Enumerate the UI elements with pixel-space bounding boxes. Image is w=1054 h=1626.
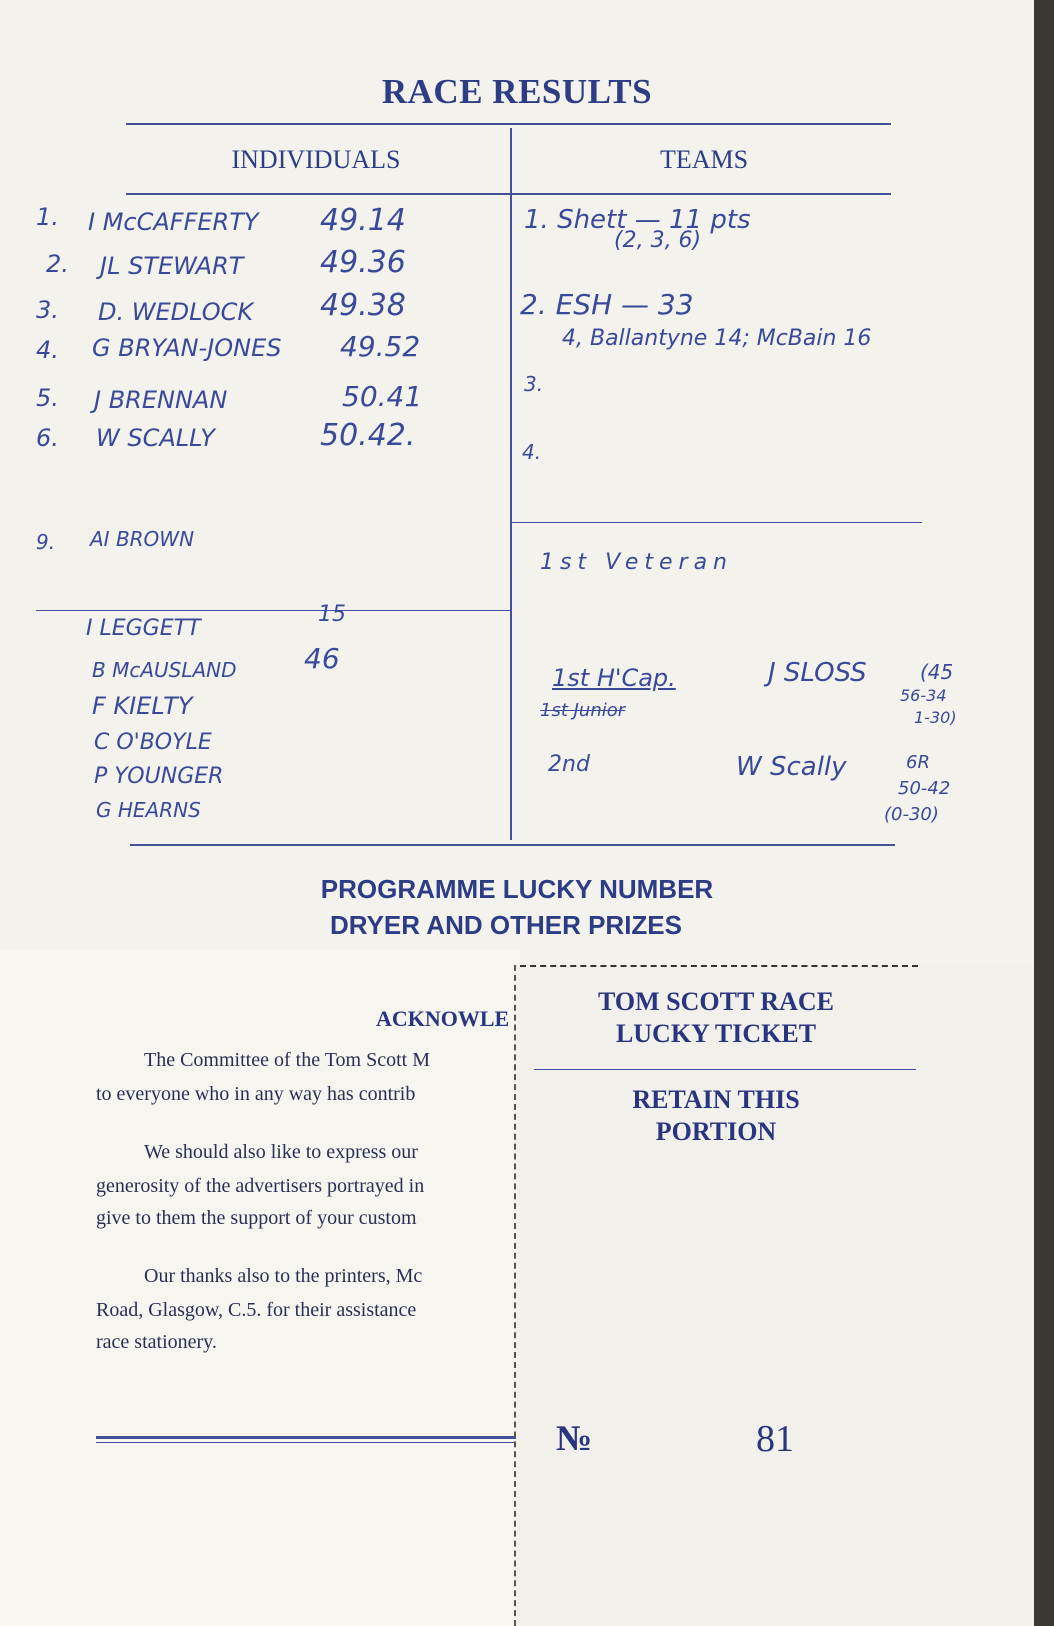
ack-paragraph-line: give to them the support of your custom (96, 1207, 417, 1229)
result-pos: 4. (36, 336, 59, 364)
second-handicap-detail: 50-42 (898, 778, 951, 799)
programme-lucky-number: PROGRAMME LUCKY NUMBER (320, 874, 714, 904)
result-pos: 3. (36, 296, 59, 324)
handicap-label: 1st H'Cap. (552, 664, 676, 692)
second-handicap-label: 2nd (548, 752, 590, 777)
result-name: I McCAFFERTY (88, 208, 259, 236)
result-time: 49.52 (340, 330, 421, 363)
junior-struck-label: 1st Junior (540, 700, 626, 721)
ack-paragraph-line: Our thanks also to the printers, Mc (144, 1265, 423, 1287)
result-name: G BRYAN-JONES (92, 334, 282, 362)
extra-name: G HEARNS (96, 798, 201, 822)
title-rule (126, 123, 891, 125)
perforation-vertical (514, 965, 516, 1626)
second-handicap-detail: 6R (906, 752, 930, 773)
page-title: RACE RESULTS (381, 72, 653, 111)
extra-name: F KIELTY (92, 692, 193, 720)
ticket-title-line: LUCKY TICKET (615, 1019, 817, 1048)
extra-value: 15 (318, 602, 346, 627)
result-pos: 5. (36, 384, 59, 412)
second-handicap-detail: (0-30) (884, 804, 939, 825)
team-second-detail: 4, Ballantyne 14; McBain 16 (562, 326, 872, 351)
result-name: D. WEDLOCK (98, 298, 254, 326)
result-pos: 1. (36, 203, 59, 231)
programme-prizes: DRYER AND OTHER PRIZES (330, 910, 682, 940)
team-third: 3. (524, 372, 544, 396)
result-pos: 2. (46, 250, 69, 278)
result-time: 49.38 (320, 288, 406, 323)
handicap-detail: 1-30) (914, 708, 957, 727)
acknowledgements-panel (0, 950, 520, 1626)
column-divider (510, 128, 512, 840)
retain-line: RETAIN THIS (632, 1085, 800, 1114)
header-rule (126, 193, 891, 195)
ack-heading: ACKNOWLE (376, 1006, 510, 1031)
result-name: W SCALLY (96, 424, 215, 452)
veteran-label: 1st Veteran (540, 550, 734, 575)
teams-rule (512, 522, 922, 523)
page-edge (1034, 0, 1054, 1626)
ack-paragraph-line: to everyone who in any way has contrib (96, 1083, 416, 1105)
team-fourth: 4. (522, 440, 542, 464)
extras-rule (36, 610, 510, 611)
handicap-winner: J SLOSS (768, 658, 867, 688)
handicap-detail: (45 (920, 660, 954, 684)
results-bottom-rule (130, 844, 895, 846)
result-name: AI BROWN (90, 527, 195, 551)
team-first-detail: (2, 3, 6) (614, 228, 702, 253)
result-time: 50.41 (342, 380, 423, 413)
ack-paragraph-line: We should also like to express our (144, 1141, 418, 1163)
result-time: 49.36 (320, 245, 406, 280)
ticket-number-label: № (556, 1418, 593, 1458)
extra-name: I LEGGETT (86, 616, 201, 641)
result-pos: 9. (36, 530, 56, 554)
individuals-header: INDIVIDUALS (231, 145, 401, 174)
teams-header: TEAMS (659, 145, 749, 174)
ticket-number: 81 (756, 1418, 794, 1460)
ticket-title-line: TOM SCOTT RACE (598, 987, 834, 1016)
second-handicap-winner: W Scally (736, 752, 847, 782)
ack-paragraph-line: Road, Glasgow, C.5. for their assistance (96, 1299, 417, 1321)
team-second: 2. ESH — 33 (520, 288, 694, 321)
result-time: 49.14 (320, 203, 406, 238)
extra-value: 46 (304, 642, 340, 675)
ticket-rule (534, 1069, 916, 1070)
extra-name: C O'BOYLE (94, 730, 212, 755)
ack-paragraph-line: race stationery. (96, 1331, 217, 1353)
handicap-detail: 56-34 (900, 686, 947, 705)
result-time: 50.42. (320, 418, 416, 453)
ack-paragraph-line: The Committee of the Tom Scott M (144, 1049, 430, 1071)
perforation-horizontal (520, 965, 918, 967)
footer-double-rule (96, 1436, 516, 1439)
retain-line: PORTION (655, 1117, 777, 1146)
extra-name: B McAUSLAND (92, 658, 237, 682)
lucky-ticket (516, 965, 1036, 1626)
result-name: J BRENNAN (94, 386, 228, 414)
result-pos: 6. (36, 424, 59, 452)
footer-double-rule (96, 1442, 516, 1443)
team-first: 1. Shett — 11 pts (524, 205, 751, 235)
extra-name: P YOUNGER (94, 764, 224, 789)
ack-paragraph-line: generosity of the advertisers portrayed in (96, 1175, 425, 1197)
result-name: JL STEWART (100, 252, 244, 280)
